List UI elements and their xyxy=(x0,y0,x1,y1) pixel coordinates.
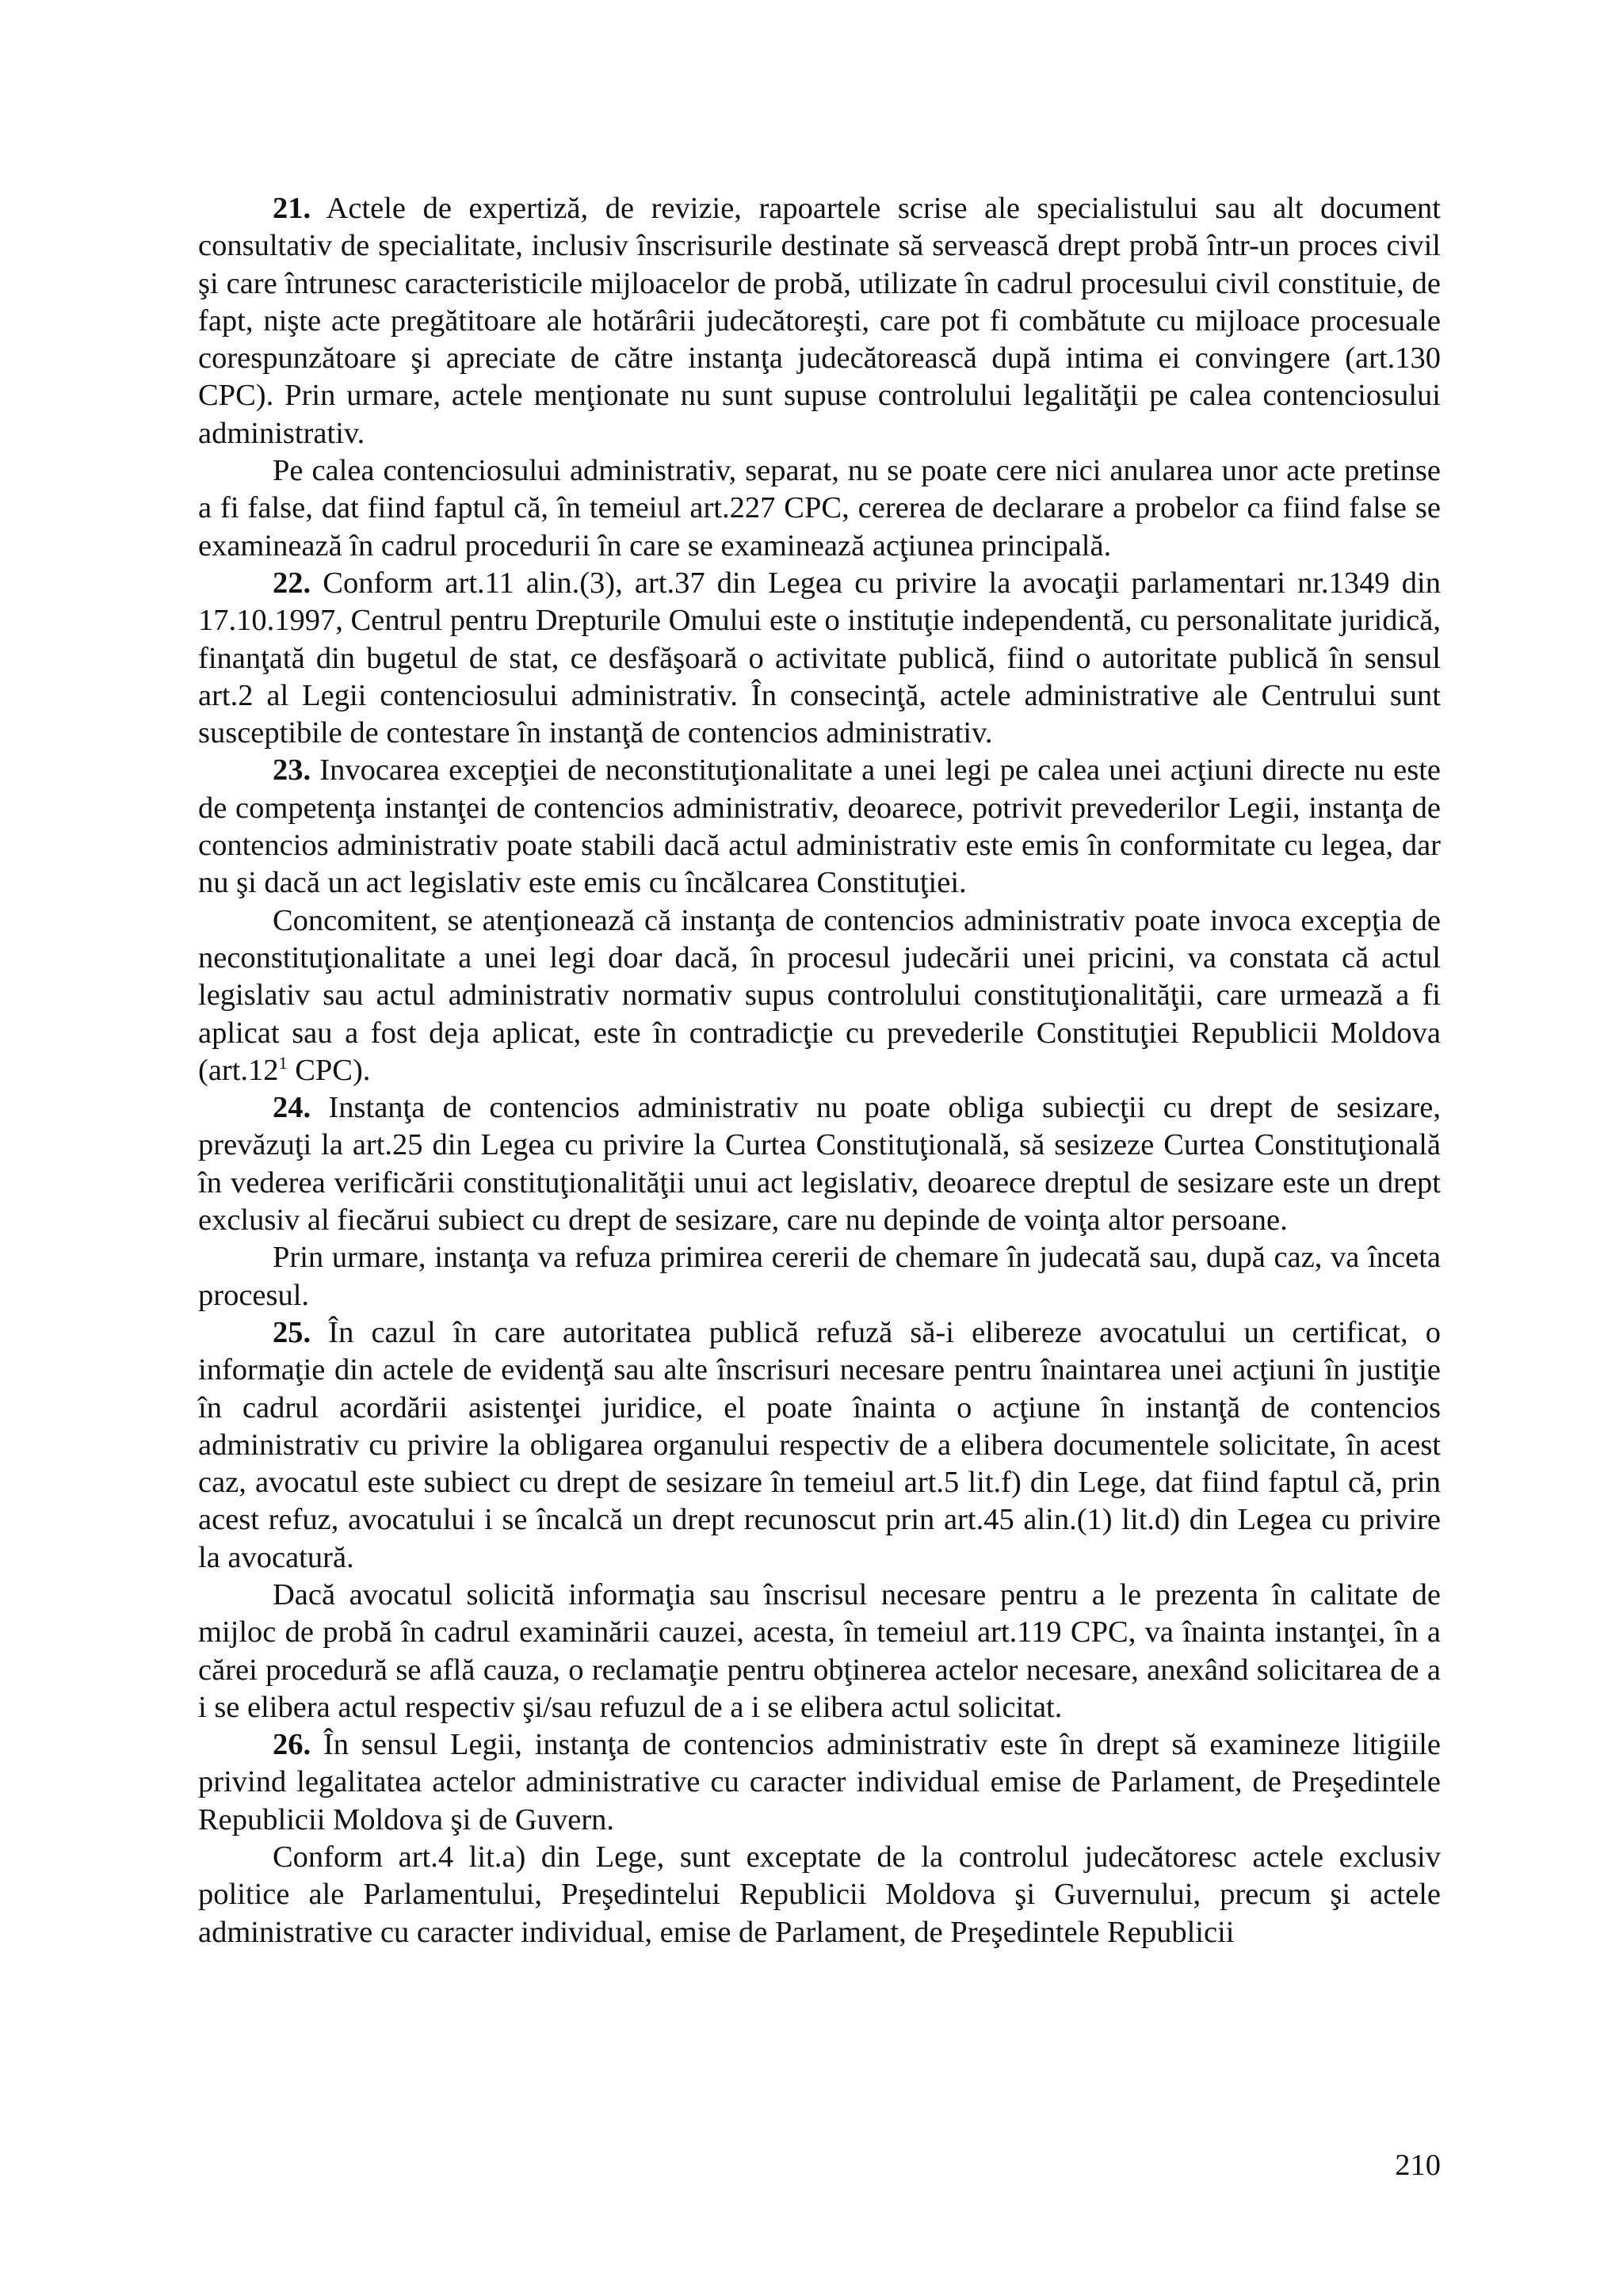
paragraph-text: Actele de expertiză, de revizie, rapoartele scrise ale specialistului sau alt document consultativ de specialitate, inclusiv înscrisurile destinate să servească drept probă într-un proces civil şi care întrunesc caracteristicile mijloacelor de probă, utilizate în cadrul procesului civil constituie, de fapt, nişte acte pregătitoare ale hotărârii judecătoreşti, care pot fi combătute cu mijloace procesuale corespunzătoare şi apreciate de către instanţa judecătorească după intima ei convingere (art.130 CPC). Prin urmare, actele menţionate nu sunt supuse controlului legalităţii pe calea contenciosului administrativ. xyxy=(198,192,1441,450)
document-body xyxy=(198,190,1441,1951)
paragraph-text: Invocarea excepţiei de neconstituţionalitate a unei legi pe calea unei acţiuni directe nu este de competenţa instanţei de contencios administrativ, deoarece, potrivit prevederilor Legii, instanţa de contencios administrativ poate stabili dacă actul administrativ este emis în conformitate cu legea, dar nu şi dacă un act legislativ este emis cu încălcarea Constituţiei. xyxy=(198,753,1441,900)
page-number: 210 xyxy=(1395,2149,1441,2182)
paragraph-text: Dacă avocatul solicită informaţia sau înscrisul necesare pentru a le prezenta în calitate de mijloc de probă în cadrul examinării cauzei, acesta, în temeiul art.119 CPC, va înainta instanţei, în a cărei procedură se află cauza, o reclamaţie pentru obţinerea actelor necesare, anexând solicitarea de a i se elibera actul respectiv şi/sau refuzul de a i se elibera actul solicitat. xyxy=(198,1577,1441,1724)
paragraph-text-end: CPC). xyxy=(287,1053,371,1087)
paragraph-24-continued xyxy=(198,1239,1441,1314)
paragraph-text: Pe calea contenciosului administrativ, separat, nu se poate cere nici anularea unor acte pretinse a fi false, dat fiind faptul că, în temeiul art.227 CPC, cererea de declarare a probelor ca fiind false se examinează în cadrul procedurii în care se examinează acţiunea principală. xyxy=(198,454,1441,563)
paragraph-text: Conform art.11 alin.(3), art.37 din Legea cu privire la avocaţii parlamentari nr.1349 din 17.10.1997, Centrul pentru Drepturile Omului este o instituţie independentă, cu personalitate juridică, finanţată din bugetul de stat, ce desfăşoară o activitate publică, fiind o autoritate publică în sensul art.2 al Legii contenciosului administrativ. În consecinţă, actele administrative ale Centrului sunt susceptibile de contestare în instanţă de contencios administrativ. xyxy=(198,566,1441,750)
paragraph-24 xyxy=(198,1089,1441,1239)
paragraph-text: În cazul în care autoritatea publică refuză să-i elibereze avocatului un certificat, o informaţie din actele de evidenţă sau alte înscrisuri necesare pentru înaintarea unei acţiuni în justiţie în cadrul acordării asistenţei juridice, el poate înainta o acţiune în instanţă de contencios administrativ cu privire la obligarea organului respectiv de a elibera documentele solicitate, în acest caz, avocatul este subiect cu drept de sesizare în temeiul art.5 lit.f) din Lege, dat fiind faptul că, prin acest refuz, avocatului i se încalcă un drept recunoscut prin art.45 alin.(1) lit.d) din Legea cu privire la avocatură. xyxy=(198,1315,1441,1574)
paragraph-26-continued xyxy=(198,1839,1441,1951)
paragraph-number: 22. xyxy=(273,566,311,600)
paragraph-25 xyxy=(198,1314,1441,1577)
paragraph-26 xyxy=(198,1726,1441,1839)
paragraph-number: 26. xyxy=(273,1728,311,1762)
paragraph-23 xyxy=(198,752,1441,902)
paragraph-23-continued xyxy=(198,902,1441,1089)
paragraph-21-continued xyxy=(198,452,1441,565)
paragraph-number: 21. xyxy=(273,192,311,225)
paragraph-text: Concomitent, se atenţionează că instanţa de contencios administrativ poate invoca excepţia de neconstituţionalitate a unei legi doar dacă, în procesul judecării unei pricini, va constata că actul legislativ sau actul administrativ normativ supus controlului constituţionalităţii, care urmează a fi aplicat sau a fost deja aplicat, este în contradicţie cu prevederile Constituţiei Republicii Moldova (art.12 xyxy=(198,903,1441,1087)
paragraph-text: Conform art.4 lit.a) din Lege, sunt exceptate de la controlul judecătoresc actele exclusiv politice ale Parlamentului, Preşedintelui Republicii Moldova şi Guvernului, precum şi actele administrative cu caracter individual, emise de Parlament, de Preşedintele Republicii xyxy=(198,1840,1441,1949)
paragraph-22 xyxy=(198,565,1441,752)
paragraph-25-continued xyxy=(198,1577,1441,1726)
paragraph-text: În sensul Legii, instanţa de contencios administrativ este în drept să examineze litigiile privind legalitatea actelor administrative cu caracter individual emise de Parlament, de Preşedintele Republicii Moldova şi de Guvern. xyxy=(198,1728,1441,1836)
paragraph-number: 23. xyxy=(273,753,311,788)
paragraph-number: 25. xyxy=(273,1315,311,1349)
paragraph-text: Instanţa de contencios administrativ nu poate obliga subiecţii cu drept de sesizare, prevăzuţi la art.25 din Legea cu privire la Curtea Constituţională, să sesizeze Curtea Constituţională în vederea verificării constituţionalităţii unui act legislativ, deoarece dreptul de sesizare este un drept exclusiv al fiecărui subiect cu drept de sesizare, care nu depinde de voinţa altor persoane. xyxy=(198,1091,1441,1238)
paragraph-number: 24. xyxy=(273,1091,311,1125)
paragraph-21 xyxy=(198,190,1441,452)
superscript: 1 xyxy=(278,1052,288,1073)
paragraph-text: Prin urmare, instanţa va refuza primirea cererii de chemare în judecată sau, după caz, va înceta procesul. xyxy=(198,1241,1441,1312)
